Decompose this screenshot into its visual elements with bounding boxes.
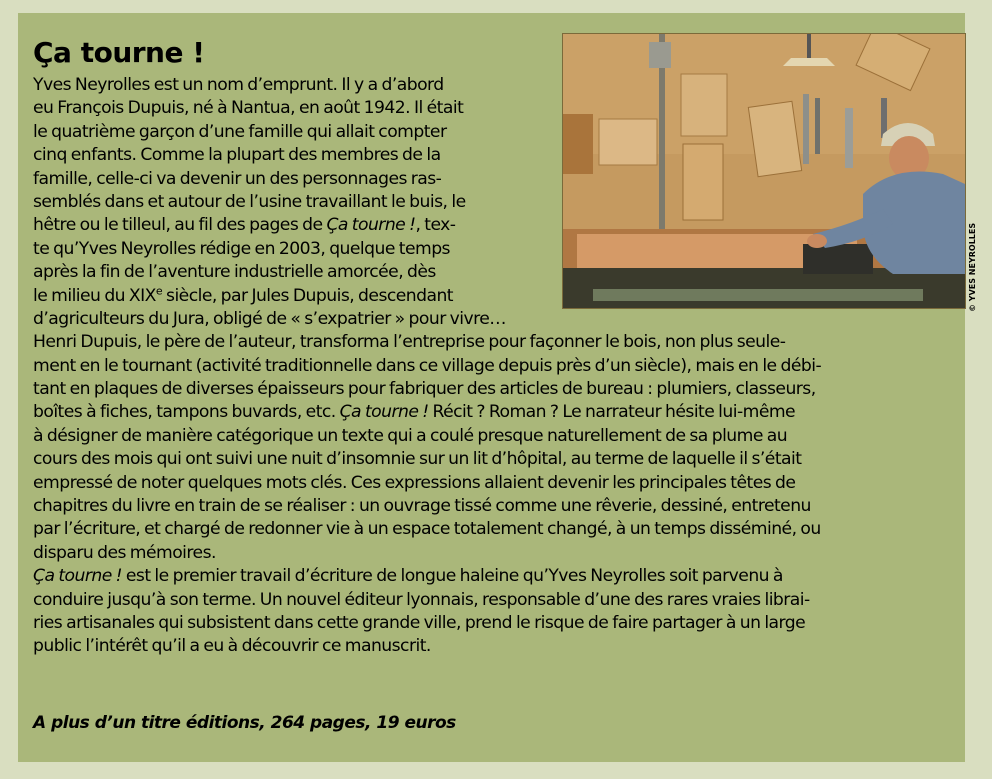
text-segment: cours des mois qui ont suivi une nuit d’insomnie sur un lit d’hôpital, au terme de laquelle il s’était <box>33 449 802 470</box>
text-segment: chapitres du livre en train de se réaliser : un ouvrage tissé comme une rêverie, dessiné, entretenu <box>33 496 811 517</box>
text-segment: boîtes à fiches, tampons buvards, etc. <box>33 402 340 423</box>
text-segment: conduire jusqu’à son terme. Un nouvel éditeur lyonnais, responsable d’une des rares vraies librai- <box>33 589 810 610</box>
text-line <box>33 612 821 635</box>
text-line <box>33 238 821 261</box>
text-segment: tant en plaques de diverses épaisseurs pour fabriquer des articles de bureau : plumiers, classeurs, <box>33 379 816 400</box>
text-line <box>33 518 821 541</box>
text-line <box>33 168 821 191</box>
text-segment: disparu des mémoires. <box>33 542 216 563</box>
text-line <box>33 261 821 284</box>
text-line <box>33 589 821 612</box>
text-line <box>33 331 821 354</box>
book-title-italic: Ça tourne ! <box>326 215 416 236</box>
text-segment: famille, celle-ci va devenir un des personnages ras- <box>33 168 442 189</box>
text-line <box>33 285 821 308</box>
text-segment: empressé de noter quelques mots clés. Ces expressions allaient devenir les principales têtes de <box>33 472 796 493</box>
text-segment: est le premier travail d’écriture de longue haleine qu’Yves Neyrolles soit parvenu à <box>121 566 783 587</box>
text-line <box>33 542 821 565</box>
text-line <box>33 495 821 518</box>
text-line <box>33 448 821 471</box>
text-line <box>33 635 821 658</box>
text-segment: après la fin de l’aventure industrielle amorcée, dès <box>33 262 436 283</box>
text-segment: Yves Neyrolles est un nom d’emprunt. Il y a d’abord <box>33 75 444 95</box>
text-segment: par l’écriture, et chargé de redonner vie à un espace totalement changé, à un temps disséminé, ou <box>33 519 821 540</box>
article-title: Ça tourne ! <box>33 36 205 69</box>
text-line <box>33 97 821 120</box>
text-segment: hêtre ou le tilleul, au fil des pages de <box>33 215 327 236</box>
photo-credit: © YVES NEYROLLES <box>968 222 977 312</box>
text-line <box>33 355 821 378</box>
text-line <box>33 378 821 401</box>
text-segment: semblés dans et autour de l’usine travaillant le buis, le <box>33 191 466 212</box>
text-segment: Henri Dupuis, le père de l’auteur, transforma l’entreprise pour façonner le bois, non plus seule- <box>33 332 786 353</box>
text-segment: à désigner de manière catégorique un texte qui a coulé presque naturellement de sa plume au <box>33 425 788 446</box>
text-line <box>33 214 821 237</box>
text-line <box>33 565 821 588</box>
text-line <box>33 121 821 144</box>
text-segment: ries artisanales qui subsistent dans cette grande ville, prend le risque de faire partager à un large <box>33 612 806 633</box>
text-line <box>33 472 821 495</box>
text-segment: d’agriculteurs du Jura, obligé de « s’expatrier » pour vivre… <box>33 308 506 329</box>
publication-info: A plus d’un titre éditions, 264 pages, 19 euros <box>33 713 456 733</box>
text-line <box>33 308 821 331</box>
text-segment: siècle, par Jules Dupuis, descendant <box>162 285 453 306</box>
book-title-italic: Ça tourne ! <box>33 566 122 587</box>
text-segment: eu François Dupuis, né à Nantua, en août 1942. Il était <box>33 98 464 119</box>
text-segment: le quatrième garçon d’une famille qui allait compter <box>33 121 447 142</box>
book-title-italic: Ça tourne ! <box>339 402 429 423</box>
text-segment: , tex- <box>415 215 456 236</box>
ordinal-superscript: e <box>155 283 163 297</box>
article-body <box>33 74 821 659</box>
text-line <box>33 401 821 424</box>
text-segment: te qu’Yves Neyrolles rédige en 2003, quelque temps <box>33 238 450 259</box>
text-segment: Récit ? Roman ? Le narrateur hésite lui-même <box>428 402 796 423</box>
text-line <box>33 74 821 97</box>
text-segment: ment en le tournant (activité traditionnelle dans ce village depuis près d’un siècle), mais en le débi- <box>33 355 822 376</box>
text-line <box>33 144 821 167</box>
text-segment: cinq enfants. Comme la plupart des membres de la <box>33 145 441 166</box>
text-segment: public l’intérêt qu’il a eu à découvrir ce manuscrit. <box>33 636 431 657</box>
text-line <box>33 425 821 448</box>
text-segment: le milieu du XIX <box>33 285 156 306</box>
text-line <box>33 191 821 214</box>
